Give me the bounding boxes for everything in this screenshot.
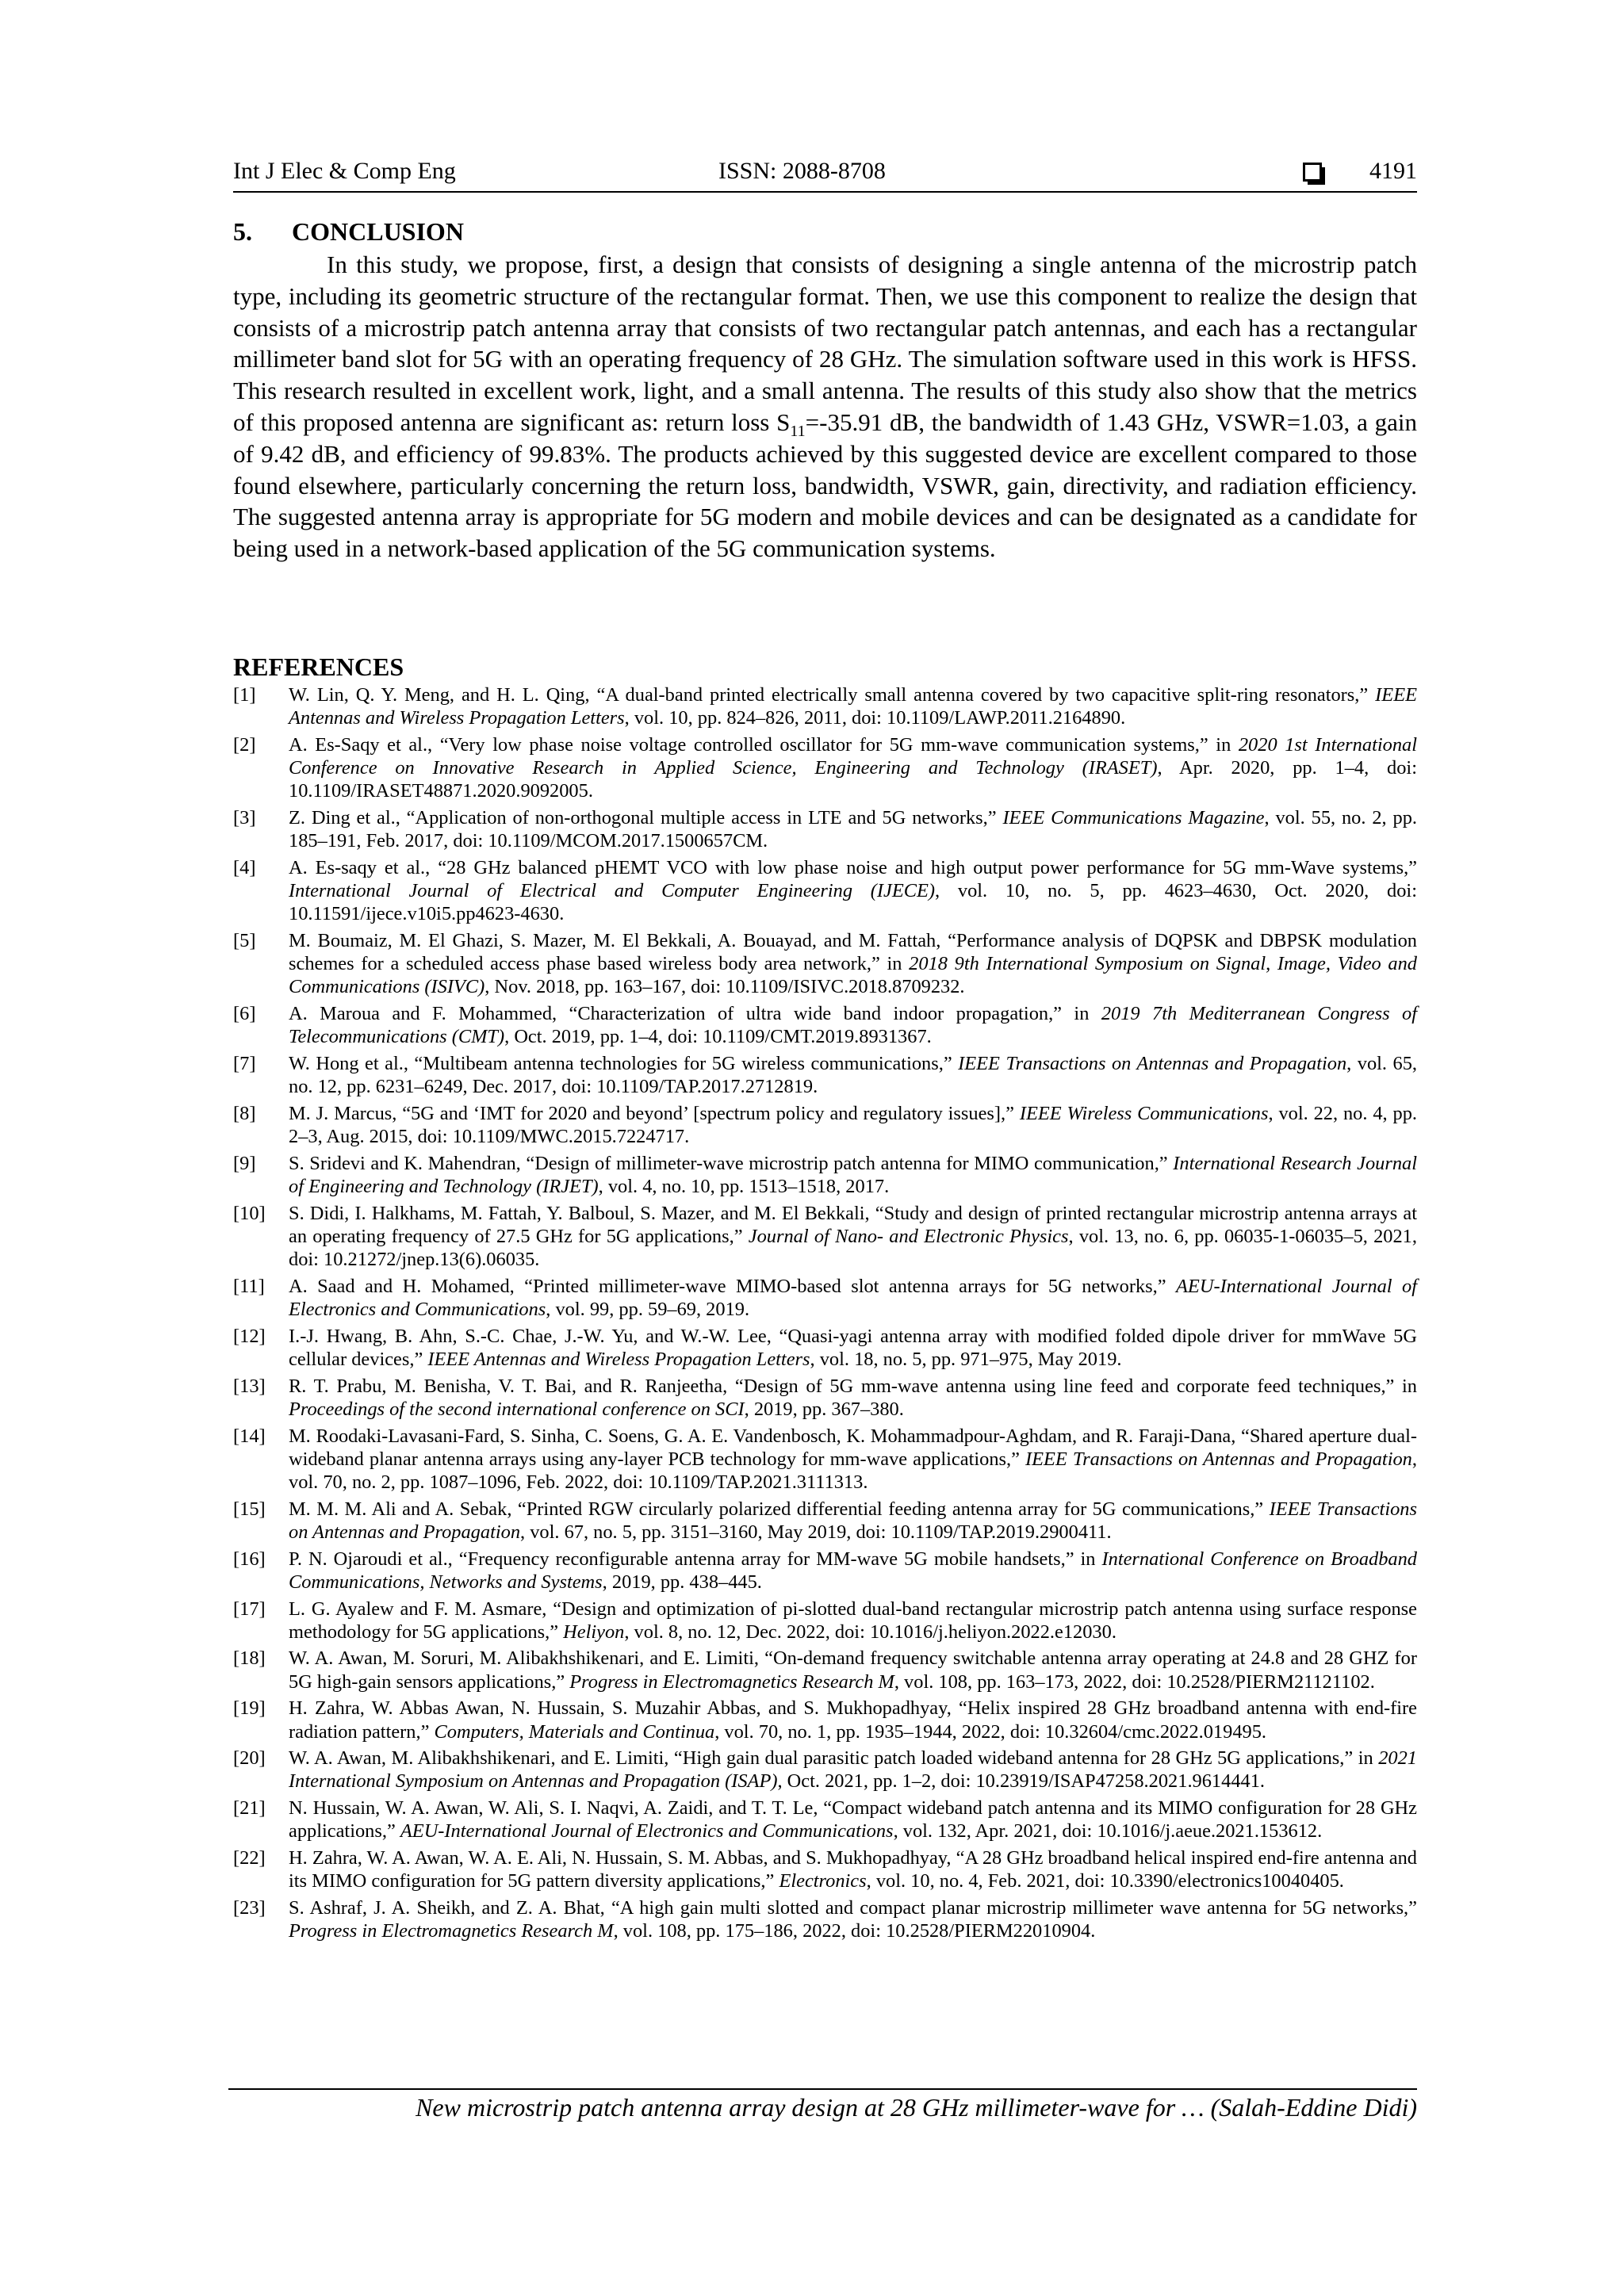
s-parameter-subscript: 11: [790, 423, 806, 441]
reference-details: , Nov. 2018, pp. 163–167, doi: 10.1109/ISIVC.2018.8709232.: [485, 976, 965, 998]
reference-authors-title: Z. Ding et al., “Application of non-orthogonal multiple access in LTE and 5G networks,”: [289, 807, 1003, 829]
reference-number: [23]: [233, 1896, 266, 1919]
reference-venue: International Journal of Electrical and Computer Engineering (IJECE): [289, 880, 936, 902]
reference-details: , vol. 70, no. 1, pp. 1935–1944, 2022, doi: 10.32604/cmc.2022.019495.: [714, 1720, 1267, 1743]
references-heading: REFERENCES: [233, 652, 404, 681]
reference-authors-title: S. Ashraf, J. A. Sheikh, and Z. A. Bhat, “A high gain multi slotted and compact planar microstrip millimeter wave antenna for 5G networks,”: [289, 1896, 1417, 1919]
reference-item: [233, 1202, 1417, 1272]
reference-number: [16]: [233, 1548, 266, 1570]
reference-venue: IEEE Antennas and Wireless Propagation Letters: [427, 1348, 810, 1370]
reference-authors-title: S. Sridevi and K. Mahendran, “Design of millimeter-wave microstrip patch antenna for MIMO communication,”: [289, 1152, 1174, 1174]
conclusion-text-2: =-35.91 dB, the bandwidth of 1.43 GHz, VSWR=1.03, a gain of 9.42 dB, and efficiency of 99.83%. The products achieved by this suggested device are excellent compared to those found elsewhere, particularly concerning the return loss, bandwidth, VSWR, gain, directivity, and radiation efficiency. The suggested antenna array is appropriate for 5G modern and mobile devices and can be designated as a candidate for being used in a network-based application of the 5G communication systems.: [233, 408, 1417, 563]
reference-number: [8]: [233, 1102, 256, 1124]
conclusion-paragraph: [233, 249, 1417, 564]
square-bullet-icon: [1303, 163, 1322, 182]
reference-details: , vol. 65, no. 12, pp. 6231–6249, Dec. 2017, doi: 10.1109/TAP.2017.2712819.: [289, 1053, 1417, 1098]
reference-text: [289, 1375, 1417, 1421]
reference-venue: International Conference on Broadband Communications, Networks and Systems: [289, 1548, 1417, 1593]
reference-venue: Proceedings of the second international conference on SCI: [289, 1398, 745, 1420]
reference-list: [233, 683, 1417, 1942]
reference-item: [233, 1797, 1417, 1843]
reference-venue: 2019 7th Mediterranean Congress of Telecommunications (CMT): [289, 1003, 1417, 1048]
reference-text: [289, 1002, 1417, 1048]
reference-details: , vol. 13, no. 6, pp. 06035-1-06035–5, 2021, doi: 10.21272/jnep.13(6).06035.: [289, 1225, 1417, 1271]
reference-venue: IEEE Transactions on Antennas and Propagation: [958, 1053, 1347, 1075]
reference-details: , vol. 108, pp. 175–186, 2022, doi: 10.2528/PIERM22010904.: [613, 1920, 1096, 1942]
reference-venue: Journal of Nano- and Electronic Physics: [748, 1225, 1069, 1247]
reference-item: [233, 683, 1417, 729]
footer-rule: [228, 2088, 1417, 2090]
reference-authors-title: N. Hussain, W. A. Awan, W. Ali, S. I. Naqvi, A. Zaidi, and T. T. Le, “Compact wideband patch antenna and its MIMO configuration for 28 GHz applications,”: [289, 1797, 1417, 1843]
reference-details: , vol. 4, no. 10, pp. 1513–1518, 2017.: [598, 1176, 890, 1198]
reference-authors-title: R. T. Prabu, M. Benisha, V. T. Bai, and R. Ranjeetha, “Design of 5G mm-wave antenna using line feed and corporate feed techniques,” in: [289, 1375, 1417, 1397]
reference-item: [233, 929, 1417, 999]
reference-item: [233, 1152, 1417, 1198]
reference-details: , vol. 67, no. 5, pp. 3151–3160, May 2019, doi: 10.1109/TAP.2019.2900411.: [520, 1521, 1112, 1543]
reference-number: [7]: [233, 1053, 256, 1075]
reference-text: [289, 1896, 1417, 1942]
reference-authors-title: W. A. Awan, M. Alibakhshikenari, and E. Limiti, “High gain dual parasitic patch loaded wideband antenna for 28 GHz 5G applications,” in: [289, 1747, 1379, 1770]
reference-authors-title: S. Didi, I. Halkhams, M. Fattah, Y. Balboul, S. Mazer, and M. El Bekkali, “Study and design of printed rectangular microstrip antenna arrays at an operating frequency of 27.5 GHz for 5G applications,”: [289, 1202, 1417, 1247]
reference-venue: 2018 9th International Symposium on Signal, Image, Video and Communications (ISIVC): [289, 953, 1417, 998]
reference-number: [12]: [233, 1325, 266, 1347]
reference-number: [13]: [233, 1375, 266, 1397]
reference-details: , vol. 8, no. 12, Dec. 2022, doi: 10.1016/j.heliyon.2022.e12030.: [624, 1621, 1116, 1643]
reference-item: [233, 1498, 1417, 1544]
reference-item: [233, 733, 1417, 803]
reference-venue: IEEE Wireless Communications: [1019, 1102, 1269, 1124]
conclusion-section: [233, 217, 1417, 564]
header-rule: [233, 191, 1417, 193]
reference-authors-title: M. J. Marcus, “5G and ‘IMT for 2020 and beyond’ [spectrum policy and regulatory issues],”: [289, 1102, 1020, 1124]
reference-authors-title: A. Es-saqy et al., “28 GHz balanced pHEMT VCO with low phase noise and high output power performance for 5G mm-Wave systems,”: [289, 856, 1417, 878]
reference-details: , vol. 10, pp. 824–826, 2011, doi: 10.1109/LAWP.2011.2164890.: [624, 707, 1126, 729]
reference-authors-title: M. M. M. Ali and A. Sebak, “Printed RGW circularly polarized differential feeding antenna array for 5G communications,”: [289, 1498, 1270, 1520]
page-number: 4191: [1369, 158, 1417, 184]
reference-item: [233, 1425, 1417, 1494]
reference-item: [233, 1747, 1417, 1793]
section-title: CONCLUSION: [292, 217, 464, 246]
reference-authors-title: A. Maroua and F. Mohammed, “Characterization of ultra wide band indoor propagation,” in: [289, 1003, 1101, 1025]
reference-item: [233, 1846, 1417, 1892]
reference-authors-title: W. Lin, Q. Y. Meng, and H. L. Qing, “A dual-band printed electrically small antenna covered by two capacitive split-ring resonators,”: [289, 684, 1376, 706]
reference-text: [289, 1598, 1417, 1644]
reference-text: [289, 1747, 1417, 1793]
reference-number: [15]: [233, 1498, 266, 1520]
reference-number: [1]: [233, 684, 256, 706]
reference-authors-title: A. Saad and H. Mohamed, “Printed millimeter-wave MIMO-based slot antenna arrays for 5G networks,”: [289, 1275, 1177, 1297]
reference-venue: IEEE Transactions on Antennas and Propagation: [289, 1498, 1417, 1543]
reference-number: [2]: [233, 733, 256, 756]
reference-details: , Apr. 2020, pp. 1–4, doi: 10.1109/IRASET48871.2020.9092005.: [289, 757, 1417, 802]
reference-text: [289, 683, 1417, 729]
reference-number: [21]: [233, 1797, 266, 1820]
reference-venue: IEEE Transactions on Antennas and Propagation: [1025, 1448, 1412, 1470]
reference-authors-title: L. G. Ayalew and F. M. Asmare, “Design and optimization of pi-slotted dual-band rectangular microstrip patch antenna using surface response methodology for 5G applications,”: [289, 1598, 1417, 1643]
reference-item: [233, 856, 1417, 926]
reference-item: [233, 1102, 1417, 1148]
reference-details: , vol. 18, no. 5, pp. 971–975, May 2019.: [810, 1348, 1122, 1370]
page-header: [233, 155, 1417, 190]
reference-item: [233, 1275, 1417, 1321]
reference-number: [20]: [233, 1747, 266, 1770]
reference-text: [289, 806, 1417, 852]
reference-details: , Oct. 2019, pp. 1–4, doi: 10.1109/CMT.2019.8931367.: [504, 1026, 932, 1048]
reference-authors-title: H. Zahra, W. A. Awan, W. A. E. Ali, N. Hussain, S. M. Abbas, and S. Mukhopadhyay, “A 28 GHz broadband helical inspired end-fire antenna and its MIMO configuration for 5G pattern diversity applications,”: [289, 1847, 1417, 1892]
reference-authors-title: I.-J. Hwang, B. Ahn, S.-C. Chae, J.-W. Yu, and W.-W. Lee, “Quasi-yagi antenna array with modified folded dipole driver for mmWave 5G cellular devices,”: [289, 1325, 1417, 1370]
reference-venue: AEU-International Journal of Electronics and Communications: [400, 1820, 894, 1843]
reference-venue: Progress in Electromagnetics Research M: [569, 1670, 894, 1693]
reference-item: [233, 1052, 1417, 1098]
reference-number: [18]: [233, 1647, 266, 1670]
reference-details: , Oct. 2021, pp. 1–2, doi: 10.23919/ISAP47258.2021.9614441.: [777, 1770, 1266, 1793]
reference-venue: International Research Journal of Engineering and Technology (IRJET): [289, 1152, 1417, 1198]
reference-number: [9]: [233, 1152, 256, 1174]
reference-text: [289, 856, 1417, 926]
reference-details: , vol. 55, no. 2, pp. 185–191, Feb. 2017, doi: 10.1109/MCOM.2017.1500657CM.: [289, 807, 1417, 852]
reference-venue: Electronics: [779, 1870, 867, 1892]
reference-text: [289, 1846, 1417, 1892]
reference-item: [233, 1598, 1417, 1644]
reference-number: [14]: [233, 1425, 266, 1447]
reference-text: [289, 1797, 1417, 1843]
reference-number: [4]: [233, 856, 256, 878]
reference-text: [289, 1697, 1417, 1743]
reference-text: [289, 1152, 1417, 1198]
reference-authors-title: W. A. Awan, M. Soruri, M. Alibakhshikenari, and E. Limiti, “On-demand frequency switchable antenna array operating at 24.8 and 28 GHZ for 5G high-gain sensors applications,”: [289, 1647, 1417, 1693]
reference-item: [233, 806, 1417, 852]
reference-text: [289, 733, 1417, 803]
running-footer: New microstrip patch antenna array design at 28 GHz millimeter-wave for … (Salah-Eddine Didi): [416, 2093, 1417, 2122]
reference-item: [233, 1896, 1417, 1942]
reference-text: [289, 1325, 1417, 1371]
reference-item: [233, 1548, 1417, 1594]
reference-item: [233, 1647, 1417, 1693]
reference-authors-title: P. N. Ojaroudi et al., “Frequency reconfigurable antenna array for MM-wave 5G mobile handsets,” in: [289, 1548, 1102, 1570]
conclusion-text-1: In this study, we propose, first, a design that consists of designing a single antenna of the microstrip patch type, including its geometric structure of the rectangular format. Then, we use this component to realize the design that consists of a microstrip patch antenna array that consists of two rectangular patch antennas, and each has a rectangular millimeter band slot for 5G with an operating frequency of 28 GHz. The simulation software used in this work is HFSS. This research resulted in excellent work, light, and a small antenna. The results of this study also show that the metrics of this proposed antenna are significant as: return loss S: [233, 251, 1417, 436]
reference-authors-title: M. Roodaki-Lavasani-Fard, S. Sinha, C. Soens, G. A. E. Vandenbosch, K. Mohammadpour-Aghdam, and R. Faraji-Dana, “Shared aperture dual-wideband planar antenna arrays using any-layer PCB technology for mm-wave applications,”: [289, 1425, 1417, 1470]
reference-number: [3]: [233, 807, 256, 829]
reference-text: [289, 1647, 1417, 1693]
reference-venue: Heliyon: [563, 1621, 625, 1643]
reference-details: , vol. 22, no. 4, pp. 2–3, Aug. 2015, doi: 10.1109/MWC.2015.7224717.: [289, 1102, 1417, 1148]
reference-text: [289, 1102, 1417, 1148]
reference-number: [17]: [233, 1598, 266, 1620]
reference-text: [289, 1548, 1417, 1594]
reference-details: , vol. 10, no. 5, pp. 4623–4630, Oct. 2020, doi: 10.11591/ijece.v10i5.pp4623-4630.: [289, 880, 1417, 925]
section-number: 5.: [233, 217, 252, 246]
reference-details: , vol. 70, no. 2, pp. 1087–1096, Feb. 2022, doi: 10.1109/TAP.2021.3111313.: [289, 1448, 1417, 1493]
reference-number: [11]: [233, 1275, 265, 1297]
reference-number: [10]: [233, 1202, 266, 1224]
references-section: [233, 652, 1417, 1946]
reference-authors-title: H. Zahra, W. Abbas Awan, N. Hussain, S. Muzahir Abbas, and S. Mukhopadhyay, “Helix inspired 28 GHz broadband antenna with end-fire radiation pattern,”: [289, 1697, 1417, 1743]
reference-number: [19]: [233, 1697, 266, 1720]
reference-venue: AEU-International Journal of Electronics and Communications: [289, 1275, 1417, 1321]
reference-venue: 2020 1st International Conference on Innovative Research in Applied Science, Engineering and Technology (IRASET): [289, 733, 1417, 779]
reference-authors-title: A. Es-Saqy et al., “Very low phase noise voltage controlled oscillator for 5G mm-wave communication systems,” in: [289, 733, 1239, 756]
reference-venue: 2021 International Symposium on Antennas and Propagation (ISAP): [289, 1747, 1417, 1793]
journal-name: Int J Elec & Comp Eng: [233, 158, 456, 184]
reference-details: , vol. 10, no. 4, Feb. 2021, doi: 10.3390/electronics10040405.: [866, 1870, 1344, 1892]
reference-details: , vol. 108, pp. 163–173, 2022, doi: 10.2528/PIERM21121102.: [894, 1670, 1375, 1693]
reference-venue: IEEE Antennas and Wireless Propagation Letters: [289, 684, 1417, 729]
reference-details: , 2019, pp. 438–445.: [602, 1571, 762, 1593]
reference-text: [289, 929, 1417, 999]
reference-item: [233, 1325, 1417, 1371]
reference-item: [233, 1697, 1417, 1743]
reference-item: [233, 1375, 1417, 1421]
reference-details: , vol. 99, pp. 59–69, 2019.: [546, 1299, 750, 1321]
section-heading: [233, 217, 1417, 246]
reference-text: [289, 1052, 1417, 1098]
reference-text: [289, 1425, 1417, 1494]
reference-text: [289, 1275, 1417, 1321]
reference-number: [5]: [233, 930, 256, 952]
reference-details: , vol. 132, Apr. 2021, doi: 10.1016/j.aeue.2021.153612.: [893, 1820, 1323, 1843]
reference-number: [6]: [233, 1003, 256, 1025]
reference-number: [22]: [233, 1847, 266, 1869]
reference-text: [289, 1202, 1417, 1272]
reference-authors-title: M. Boumaiz, M. El Ghazi, S. Mazer, M. El Bekkali, A. Bouayad, and M. Fattah, “Performance analysis of DQPSK and DBPSK modulation schemes for a scheduled access phase based wireless body area network,” in: [289, 930, 1417, 975]
reference-item: [233, 1002, 1417, 1048]
reference-venue: Computers, Materials and Continua: [434, 1720, 715, 1743]
reference-authors-title: W. Hong et al., “Multibeam antenna technologies for 5G wireless communications,”: [289, 1053, 959, 1075]
reference-details: , 2019, pp. 367–380.: [744, 1398, 904, 1420]
issn: ISSN: 2088-8708: [718, 158, 886, 184]
reference-text: [289, 1498, 1417, 1544]
reference-venue: IEEE Communications Magazine: [1002, 807, 1265, 829]
reference-venue: Progress in Electromagnetics Research M: [289, 1920, 614, 1942]
